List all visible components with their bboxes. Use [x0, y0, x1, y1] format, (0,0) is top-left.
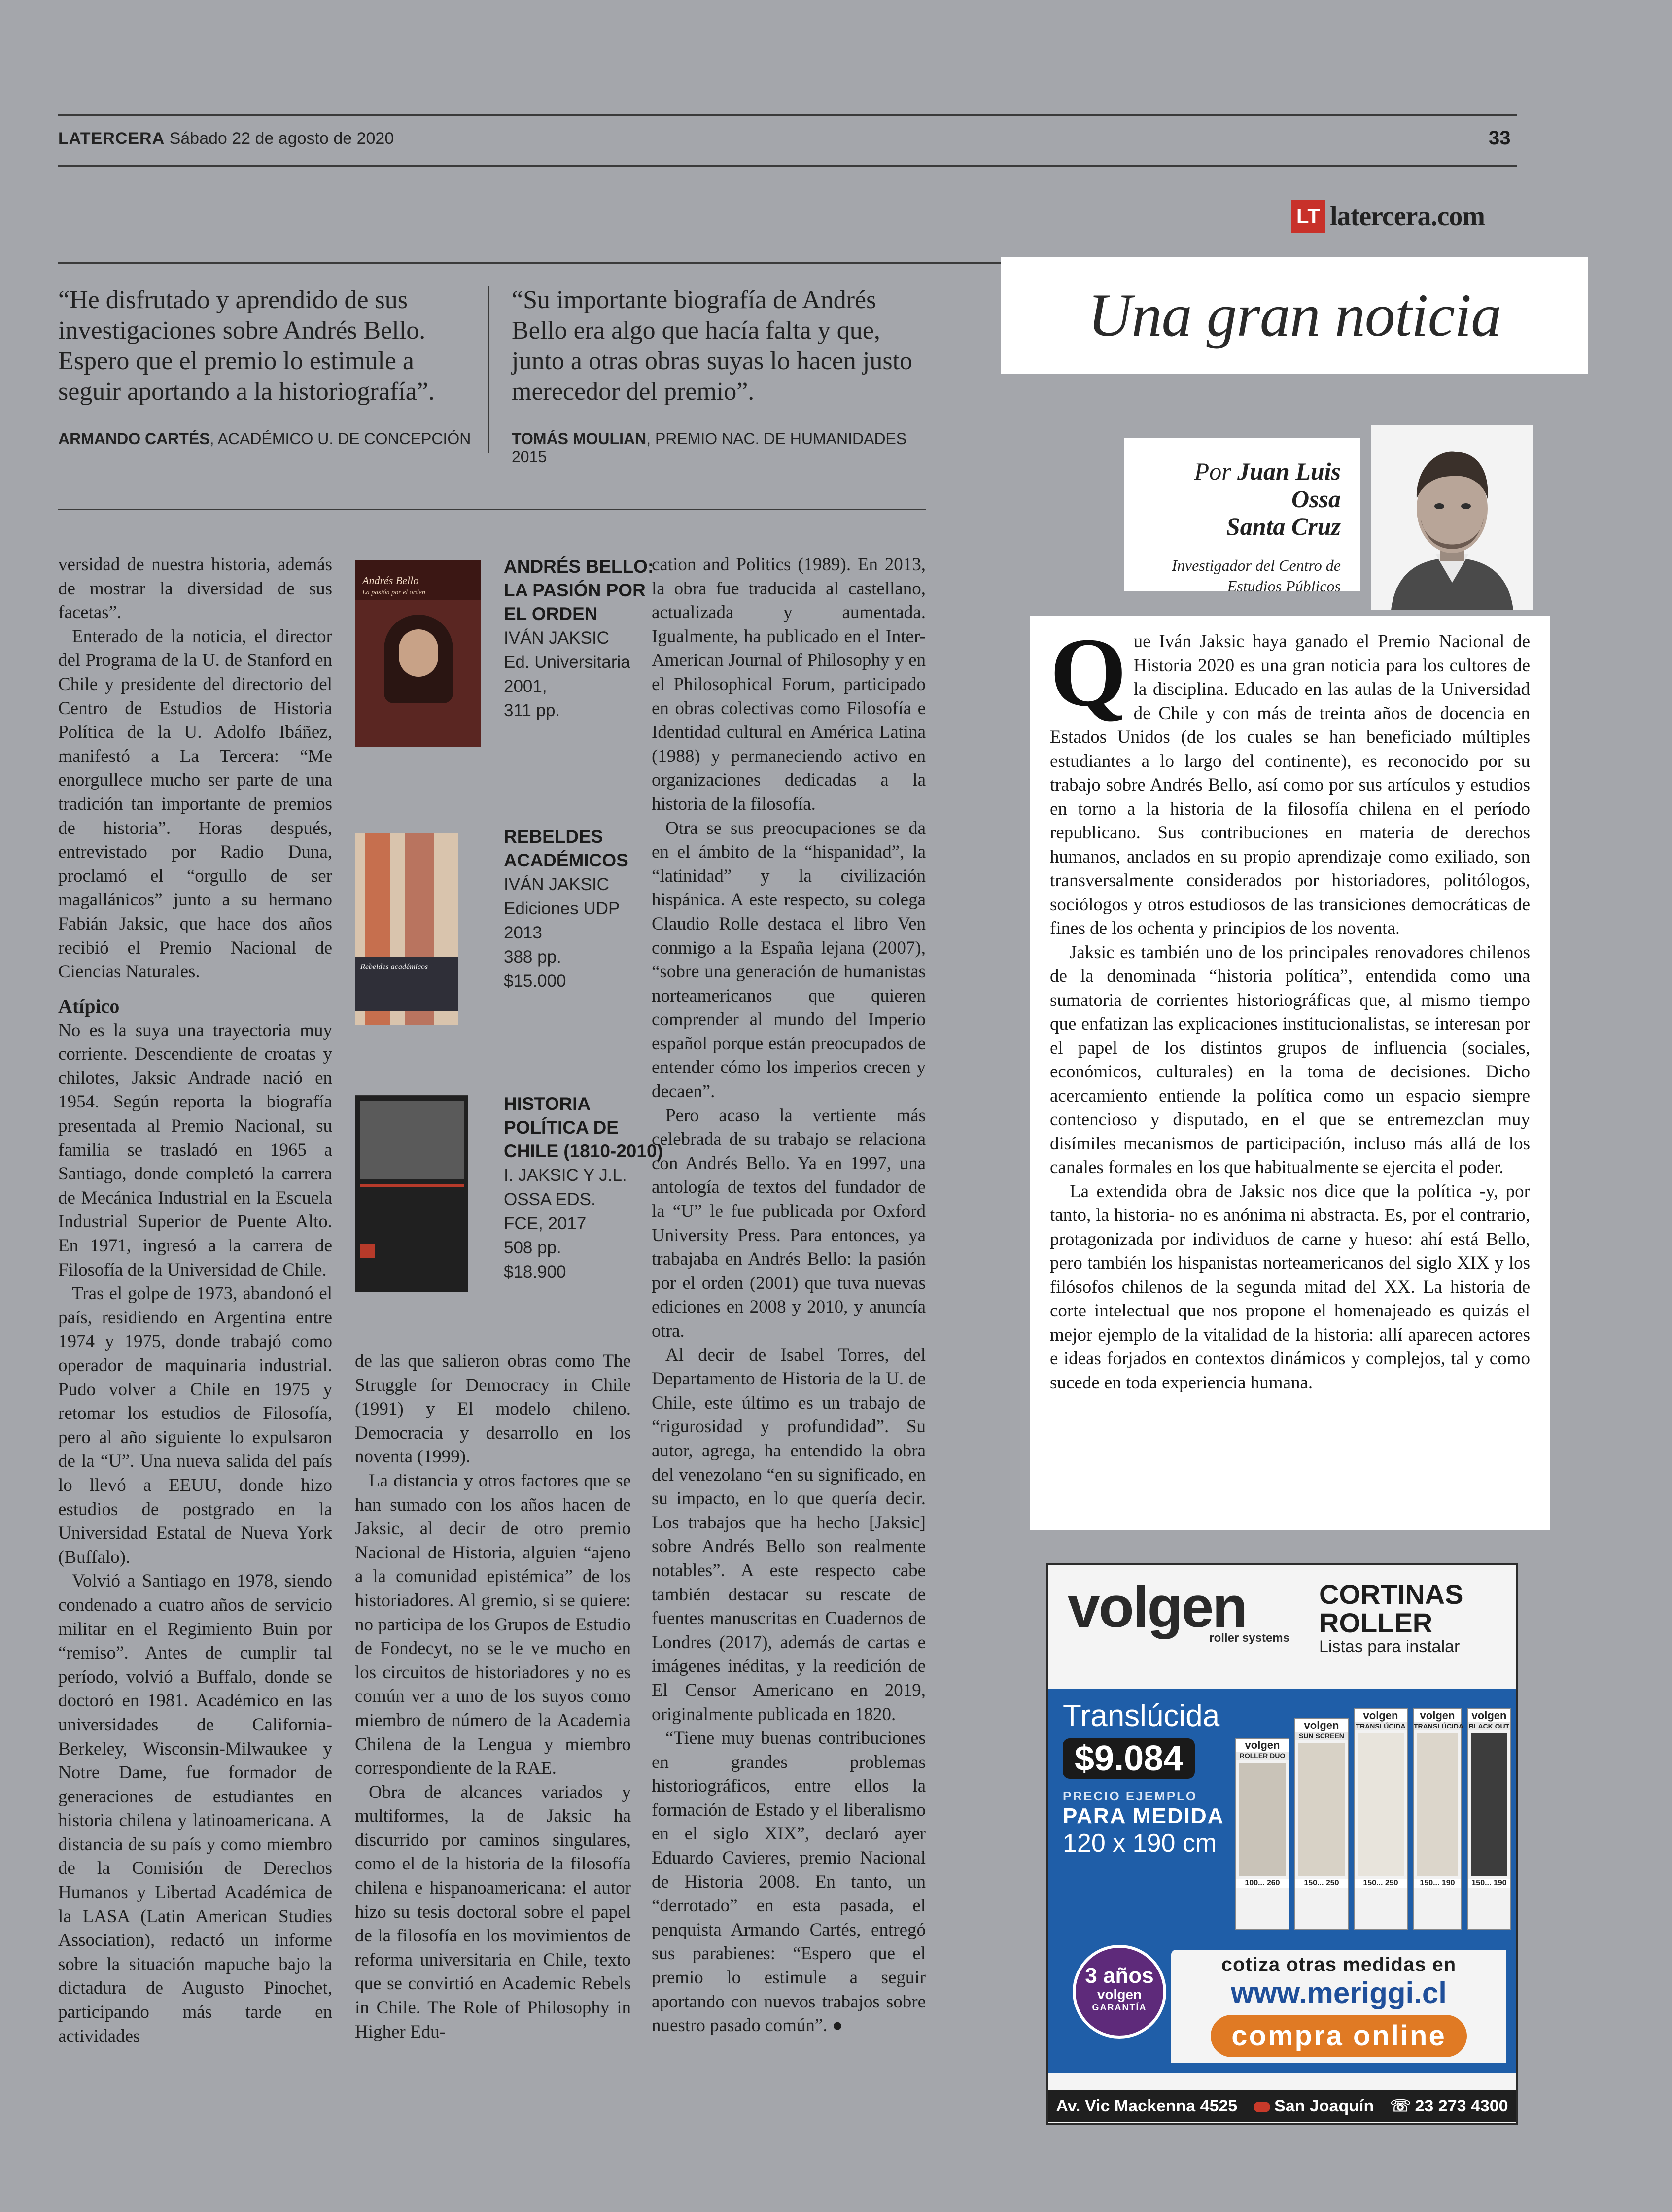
quote-2-author-name: TOMÁS MOULIAN [512, 430, 647, 448]
header-bottom-rule [58, 165, 1517, 167]
phone-icon: ☏ [1390, 2097, 1411, 2115]
col3-paragraph-2: Otra se sus preocupaciones se da en el ámbito de la “hispanidad”, la “latinidad” y la civilización hispánica. A este respecto, su colega Claudio Rolle destaca el libro Ven conmigo a la España lejana (2007), “sobre una generación de humanistas norteamericanos que quieren comprender al mundo del Imperio español porque están preocupados de entender cómo los imperios crecen y decaen”. [652, 818, 926, 1102]
ad-precio-ejemplo: PRECIO EJEMPLO [1063, 1789, 1198, 1803]
badge-brand: volgen [1097, 1987, 1142, 2002]
ad-footer [1048, 2090, 1516, 2122]
col1-paragraph-4: Tras el golpe de 1973, abandonó el país, residiendo en Argentina entre 1974 y 1975, donde trabajó como operador de maquinaria industrial. Pudo volver a Chile en 1975 y retomar los estudios de Filosofía, pero al año siguiente lo expulsaron de la “U”. Una nueva salida del país lo llevó a EEUU, donde hizo estudios de postgrado en la Universidad Estatal de Nueva York (Buffalo). [58, 1283, 332, 1567]
quotes-top-rule [58, 262, 1024, 264]
roller-product-4 [1413, 1708, 1462, 1930]
article-column-2 [355, 1349, 631, 2044]
col1-paragraph-2: Enterado de la noticia, el director del Programa de la U. de Stanford en Chile y presidente del directorio del Centro de Estudios de Historia Política de la U. Adolfo Ibáñez, manifestó a La Tercera: “Me enorgullece mucho ser parte de una tradición tan importante de premios de historia”. Horas después, entrevistado por Radio Duna, proclamó el “orgullo de ser magallánicos” junto a su hermano Fabián Jaksic, que hace dos años recibió el Premio Nacional de Ciencias Naturales. [58, 626, 332, 982]
ad-url-link[interactable]: www.meriggi.cl [1231, 1976, 1447, 2009]
ad-brand-logo: volgen [1068, 1575, 1247, 1640]
opinion-paragraph-1 [1050, 618, 1530, 941]
author-byline [1144, 457, 1341, 513]
book-3-pages: 508 pp. [504, 1238, 561, 1257]
col2-paragraph-3: Obra de alcances variados y multiformes, la de Jaksic ha discurrido por caminos singulares, como el de la historia de la filosofía chilena e hispanoamericana: el autor hizo su tesis doctoral sobre el papel de la filosofía en los movimientos de reforma universitaria en Chile, texto que se convirtió en Academic Rebels in Chile. The Role of Philosophy in Higher Edu- [355, 1782, 631, 2042]
quotes-bottom-rule [58, 509, 926, 510]
roller-5-type: BLACK OUT [1468, 1722, 1510, 1730]
quote-1-author [58, 430, 482, 448]
roller-1-size: 100... 260 [1236, 1879, 1289, 1888]
book-2-title: REBELDES ACADÉMICOS [504, 827, 628, 870]
col1-paragraph-3: No es la suya una trayectoria muy corriente. Descendiente de croatas y chilotes, Jaksic Andrade nació en 1954. Según reporta la biografía presentada al Premio Nacional, su familia se trasladó en 1965 a Santiago, donde completó la carrera de Mecánica Industrial en la Escuela Industrial Superior de Puente Alto. En 1971, ingresó a la carrera de Filosofía de la Universidad de Chile. [58, 1020, 332, 1280]
volgen-advertisement[interactable] [1046, 1563, 1518, 2125]
header-date: Sábado 22 de agosto de 2020 [169, 129, 394, 148]
book-cover-3 [355, 1095, 468, 1292]
author-role: Investigador del Centro de Estudios Públicos [1172, 556, 1341, 595]
quote-2-author [512, 430, 936, 466]
book-1-pages: 311 pp. [504, 701, 560, 720]
guarantee-badge [1073, 1945, 1166, 2039]
book-info-1 [504, 555, 666, 723]
roller-3-size: 150... 250 [1355, 1879, 1407, 1888]
col3-paragraph-4: Al decir de Isabel Torres, del Departamento de Historia de la U. de Chile, este último es un trabajo de “rigurosidad y profundidad”. Su autor, agrega, ha entendido la obra del venezolano “en su significado, en su impacto, en lo que quería decir. Los trabajos que ha hecho [Jaksic] sobre Andrés Bello son realmente notables”. A este respecto cabe también destacar su rescate de fuentes manuscritas en Cuadernos de Londres (2017), además de cartas e imágenes inéditas, y la reedición de El Censor Americano en 2019, originalmente publicada en 1820. [652, 1345, 926, 1725]
ad-metro [1254, 2097, 1374, 2116]
author-photo [1371, 425, 1533, 610]
header-brand: LATERCERA [58, 129, 165, 148]
book-1-year: 2001, [504, 677, 547, 696]
buy-online-button[interactable]: compra online [1211, 2015, 1467, 2057]
book-1-author: IVÁN JAKSIC [504, 628, 609, 648]
opinion-paragraph-2: Jaksic es también uno de los principales renovadores chilenos de la denominada “historia política”, entendida como una sumatoria de corrientes historiográficas que, al mismo tiempo que enfatizan las explicaciones institucionalistas, se interesan por el papel de los distintos grupos de influencia (sociales, económicos, culturales) en la toma de decisiones. Dicho acercamiento entiende la política como un espacio siempre contencioso y disputado, en el que se entremezclan muy disímiles mecanismos de participación, incluso más allá de los canales formales en los que habitualmente se ejercita el poder. [1050, 942, 1530, 1177]
header-left [58, 129, 394, 148]
page-number: 33 [1489, 127, 1511, 149]
ad-cta-area [1171, 1950, 1506, 2063]
roller-4-type: TRANSLÚCIDA [1414, 1722, 1464, 1730]
badge-years: 3 años [1085, 1964, 1154, 1988]
opinion-headline-box [1001, 257, 1588, 374]
book-2-publisher: Ediciones UDP [504, 899, 620, 918]
ad-brand-sub: roller systems [1209, 1631, 1289, 1645]
ad-price: $9.084 [1063, 1738, 1195, 1779]
ad-size: 120 x 190 cm [1063, 1829, 1217, 1858]
col1-paragraph-5: Volvió a Santiago en 1978, siendo condenado a cuatro años de servicio militar en el Regimiento Buin por “remiso”. Antes de cumplir tal período, volvió a Buffalo, donde se doctoró en 1981. Académico en las universidades de California-Berkeley, Wisconsin-Milwaukee y Notre Dame, fue formador de generaciones de estudiantes en historia chilena y latinoamericana. A distancia de su país y como miembro de la Comisión de Derechos Humanos y Libertad Académica de la LASA (Latin American Studies Association), redactó un informe sobre la situación mapuche bajo la dictadura de Augusto Pinochet, participando más tarde en actividades [58, 1571, 332, 2046]
header-top-rule [58, 114, 1517, 116]
quote-1-author-role: , ACADÉMICO U. DE CONCEPCIÓN [209, 430, 471, 448]
roller-3-brand: volgen [1355, 1709, 1407, 1722]
book-cover-2 [355, 833, 458, 1025]
site-name: latercera.com [1330, 201, 1485, 232]
quote-2-text: “Su importante biografía de Andrés Bello era algo que hacía falta y que, junto a otras obras suyas lo hacen justo merecedor del premio”. [512, 286, 913, 406]
roller-4-size: 150... 190 [1414, 1879, 1461, 1888]
book-3-price: $18.900 [504, 1262, 566, 1281]
author-name-line2-wrap [1144, 513, 1341, 540]
book-2-author: IVÁN JAKSIC [504, 875, 609, 894]
ad-blue-panel [1048, 1689, 1516, 2073]
ad-brand-block [1068, 1575, 1289, 1645]
roller-1-brand: volgen [1236, 1739, 1289, 1752]
ad-product: CORTINAS ROLLER [1319, 1579, 1463, 1638]
author-box [1124, 438, 1360, 595]
roller-product-5 [1467, 1708, 1511, 1930]
col1-subhead: Atípico [58, 995, 120, 1017]
roller-3-type: TRANSLÚCIDA [1355, 1722, 1407, 1730]
roller-2-brand: volgen [1295, 1719, 1348, 1732]
site-logo[interactable] [1291, 200, 1485, 233]
roller-product-2 [1294, 1718, 1349, 1930]
ad-address: Av. Vic Mackenna 4525 [1056, 2096, 1238, 2115]
roller-5-brand: volgen [1468, 1709, 1510, 1722]
book-cover-1 [355, 560, 481, 747]
quote-1 [58, 285, 482, 448]
book-1-title: ANDRÉS BELLO: LA PASIÓN POR EL ORDEN [504, 556, 654, 624]
ad-offer [1063, 1698, 1240, 1858]
opinion-headline: Una gran noticia [1087, 281, 1501, 349]
quote-1-author-name: ARMANDO CARTÉS [58, 430, 210, 448]
book-cover-1-title: Andrés Bello [362, 574, 419, 587]
col1-paragraph-1: versidad de nuestra historia, además de mostrar la diversidad de sus facetas”. [58, 554, 332, 623]
book-3-author: I. JAKSIC Y J.L. OSSA EDS. [504, 1166, 627, 1209]
roller-2-type: SUN SCREEN [1295, 1732, 1348, 1740]
badge-word: GARANTÍA [1092, 2003, 1147, 2012]
article-column-3 [652, 553, 926, 2038]
ad-para-medida: PARA MEDIDA [1063, 1804, 1224, 1828]
author-portrait-icon [1371, 425, 1533, 610]
book-1-publisher: Ed. Universitaria [504, 653, 630, 672]
quote-2 [512, 285, 936, 466]
col3-paragraph-5: “Tiene muy buenas contribuciones en grandes problemas historiográficos, entre ellos la formación de Estado y el liberalismo en el siglo XIX”, declaró ayer Eduardo Cavieres, premio Nacional de Historia 2008. En tanto, un “derrotado” en esta pasada, el penquista Armando Cartés, entregó sus parabienes: “Espero que el premio lo estimule a seguir aportando con nuevos trabajos sobre nuestro pasado común”. ● [652, 1728, 926, 2036]
author-name-line2: Santa Cruz [1226, 513, 1341, 540]
ad-metro-name: San Joaquín [1274, 2096, 1374, 2115]
ad-cotiza: cotiza otras medidas en [1221, 1954, 1457, 1975]
author-name-line1: Juan Luis Ossa [1237, 457, 1341, 513]
author-by-prefix: Por [1194, 457, 1231, 485]
opinion-box [1030, 616, 1550, 1530]
ad-phone-number: 23 273 4300 [1415, 2097, 1508, 2115]
opinion-paragraph-3: La extendida obra de Jaksic nos dice que la política -y, por tanto, la historia- no es anónima ni abstracta. Es, por el contrario, protagonizada por individuos de carne y hueso: ahí está Bello, pero también los hispanistas norteamericanos del siglo XIX y los filósofos chilenos de la segunda mitad del XX. La historia de corte intelectual que nos propone el homenajeado es quizás el mejor ejemplo de la vitalidad de la historia: allí aparecen actores e ideas forjados en contextos dinámicos y complejos, tal y como sucede en toda experiencia humana. [1050, 1181, 1530, 1393]
ad-tagline: Listas para instalar [1319, 1637, 1460, 1656]
book-2-pages: 388 pp. [504, 947, 561, 967]
quote-2-author-role: , PREMIO NAC. DE HUMANIDADES 2015 [512, 430, 907, 466]
book-info-2 [504, 825, 666, 993]
col2-paragraph-2: La distancia y otros factores que se han sumado con los años hacen de Jaksic, al decir de otro premio Nacional de Historia, alguien “ajeno a la comunidad epistémica” de los historiadores. Al gremio, si se quiere: no participa de los Grupos de Estudio de Fondecyt, no se le ve mucho en los circuitos de historiadores y no es común ver a uno de los suyos como miembro de número de la Academia Chilena de la Lengua y miembro correspondiente de la RAE. [355, 1470, 631, 1779]
opinion-body [1050, 618, 1530, 1395]
book-cover-2-title: Rebeldes académicos [360, 963, 428, 971]
col3-paragraph-3: Pero acaso la vertiente más celebrada de su trabajo se relaciona con Andrés Bello. Ya en 1997, una antología de textos del fundador de la “U” le fue publicada por Oxford University Press. Para entonces, ya trabajaba en Andrés Bello: la pasión por el orden (2001) que tuva nuevas ediciones en 2008 y 2010, y anuncía otra. [652, 1105, 926, 1341]
ad-product-block [1319, 1580, 1487, 1657]
portrait-face [399, 629, 438, 677]
book-cover-3-photo [360, 1101, 464, 1179]
ad-phone [1390, 2096, 1508, 2116]
article-column-1 [58, 553, 332, 2048]
opinion-dropcap: Q [1050, 618, 1127, 727]
roller-1-type: ROLLER DUO [1236, 1752, 1289, 1760]
col3-paragraph-1: cation and Politics (1989). En 2013, la obra fue traducida al castellano, actualizada y aumentada. Igualmente, ha publicado en el Inter-American Journal of Philosophy y en el Philosophical Forum, participado en obras colectivas como Filosofía e Identidad cultural en América Latina (1988) y permaneciendo activo en organizaciones dedicadas a la historia de la filosofía. [652, 554, 926, 814]
book-info-3 [504, 1092, 666, 1284]
roller-product-3 [1354, 1708, 1408, 1930]
book-cover-1-subtitle: La pasión por el orden [362, 589, 425, 596]
quote-1-text: “He disfrutado y aprendido de sus investigaciones sobre Andrés Bello. Espero que el premio lo estimule a seguir aportando a la historiografía”. [58, 286, 435, 406]
roller-5-size: 150... 190 [1468, 1879, 1510, 1888]
roller-product-1 [1235, 1738, 1289, 1930]
lt-logo-icon: LT [1291, 200, 1325, 233]
col2-paragraph-1: de las que salieron obras como The Struggle for Democracy in Chile (1991) y El modelo chileno. Democracia y desarrollo en los noventa (1999). [355, 1351, 631, 1467]
book-2-year: 2013 [504, 923, 542, 942]
metro-icon [1254, 2102, 1270, 2112]
ad-translucida: Translúcida [1063, 1699, 1220, 1733]
book-3-publisher: FCE, 2017 [504, 1214, 587, 1233]
ad-header [1048, 1565, 1516, 1657]
book-3-title: HISTORIA POLÍTICA DE CHILE (1810-2010) [504, 1094, 663, 1161]
opinion-paragraph-1-text: ue Iván Jaksic haya ganado el Premio Nacional de Historia 2020 es una gran noticia para los cultores de la disciplina. Educado en las aulas de la Universidad de Chile y con más de treinta años de docencia en Estados Unidos (de los cuales se han beneficiado múltiples estudiantes a lo largo del continente), es reconocido por su trabajo sobre Andrés Bello, así como por sus artículos y estudios en torno a la historia de la filosofía chilena en el período republicano. Sus contribuciones en materia de derechos humanos, anclados en su propio aprendizaje como exiliado, son transversalmente considerados por historiadores, politólogos, sociólogos y otros estudiosos de las transiciones democráticas de fines de los ochenta y principios de los noventa. [1050, 631, 1530, 938]
roller-2-size: 150... 250 [1295, 1879, 1348, 1888]
roller-4-brand: volgen [1414, 1709, 1461, 1722]
quotes-divider [488, 286, 489, 453]
book-2-price: $15.000 [504, 971, 566, 991]
